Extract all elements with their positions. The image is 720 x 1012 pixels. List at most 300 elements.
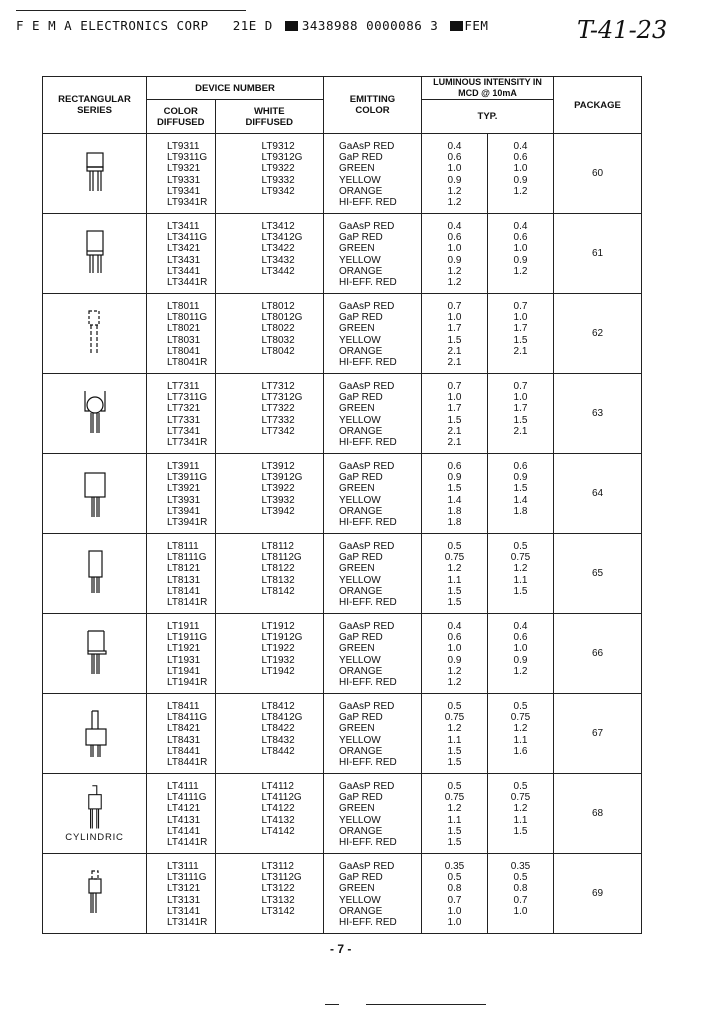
- led-spec-table: [42, 76, 642, 934]
- cell-line: 1.0: [447, 163, 462, 175]
- emitting-color-cell: [324, 774, 422, 854]
- cell-line: 1.7: [513, 323, 528, 335]
- color-diffused-cell: [147, 614, 216, 694]
- rect-led-block-icon: [74, 227, 116, 281]
- cell-line: 1.5: [513, 414, 528, 426]
- cell-line: GREEN: [339, 163, 375, 175]
- color-diffused-cell: [147, 134, 216, 214]
- cell-line: 1.4: [447, 494, 462, 506]
- cell-line: 0.7: [447, 381, 462, 392]
- handwritten-code: T-41-23: [577, 16, 668, 44]
- cell-line: GaP RED: [339, 472, 383, 484]
- package-drawing-cell: [43, 694, 147, 774]
- header-typ: TYP.: [422, 100, 554, 134]
- color-diffused-cell: [147, 534, 216, 614]
- cell-line: LT3142: [261, 905, 295, 917]
- cell-line: LT7341: [167, 425, 201, 437]
- cell-line: 1.5: [447, 414, 462, 426]
- package-number: 61: [554, 214, 642, 294]
- typ-intensity-cell: [422, 854, 488, 934]
- cell-line: YELLOW: [339, 174, 381, 186]
- scan-rule: [325, 1004, 339, 1005]
- cell-line: 1.0: [513, 312, 528, 324]
- cell-line: LT3412G: [261, 232, 303, 244]
- cell-line: LT8411G: [167, 712, 208, 724]
- typ-intensity-white-cell: [488, 534, 554, 614]
- cell-line: LT7321: [167, 403, 201, 415]
- cell-line: 1.0: [447, 905, 462, 917]
- cell-line: 1.0: [513, 243, 528, 255]
- white-diffused-cell: [215, 774, 324, 854]
- cell-line: YELLOW: [339, 414, 381, 426]
- cell-line: GaP RED: [339, 792, 383, 804]
- cell-line: 0.8: [447, 883, 462, 895]
- cell-line: LT8041R: [167, 356, 208, 368]
- typ-intensity-white-cell: [488, 854, 554, 934]
- cell-line: LT7341R: [167, 436, 208, 448]
- cell-line: 0.5: [447, 541, 462, 552]
- cell-line: LT8141R: [167, 596, 208, 608]
- color-diffused-cell: [147, 854, 216, 934]
- cell-line: YELLOW: [339, 254, 381, 266]
- cell-line: LT3912: [261, 461, 295, 472]
- cell-line: LT9311: [167, 141, 200, 152]
- cell-line: HI-EFF. RED: [339, 676, 397, 688]
- cell-line: 1.5: [447, 585, 462, 597]
- page-header: [16, 18, 488, 33]
- cell-line: 1.0: [513, 643, 528, 655]
- cell-line: LT3431: [167, 254, 201, 266]
- package-number: 60: [554, 134, 642, 214]
- cell-line: LT7331: [167, 414, 201, 426]
- cell-line: 0.6: [513, 632, 528, 644]
- cell-line: GREEN: [339, 723, 375, 735]
- black-block-mark: [285, 21, 298, 31]
- cell-line: 0.6: [447, 152, 462, 164]
- cylindric-label: CYLINDRIC: [65, 832, 124, 843]
- cell-line: LT1912: [261, 621, 295, 632]
- cell-line: 1.0: [447, 312, 462, 324]
- cell-line: HI-EFF. RED: [339, 516, 397, 528]
- cell-line: 1.2: [513, 665, 528, 677]
- cell-line: LT7322: [261, 403, 295, 415]
- cell-line: LT3432: [261, 254, 295, 266]
- cell-line: YELLOW: [339, 894, 381, 906]
- cell-line: 1.1: [447, 734, 462, 746]
- cell-line: 1.0: [513, 392, 528, 404]
- cell-line: LT1942: [261, 665, 295, 677]
- header-series: RECTANGULAR SERIES: [43, 77, 147, 134]
- series-row: [43, 854, 642, 934]
- rect-led-tab-icon: [74, 147, 116, 201]
- cell-line: LT1912G: [261, 632, 303, 644]
- cell-line: 0.7: [447, 894, 462, 906]
- typ-intensity-cell: [422, 294, 488, 374]
- package-drawing-cell: [43, 614, 147, 694]
- cyl-led-icon: [74, 784, 116, 832]
- cell-line: 1.2: [447, 723, 462, 735]
- cell-line: LT4112: [261, 781, 294, 792]
- cell-line: LT4142: [261, 825, 295, 837]
- cell-line: YELLOW: [339, 494, 381, 506]
- header-code-2: 3438988 0000086 3: [301, 18, 439, 33]
- cell-line: HI-EFF. RED: [339, 356, 397, 368]
- series-row: [43, 534, 642, 614]
- package-drawing-cell: [43, 294, 147, 374]
- cell-line: 1.8: [447, 505, 462, 517]
- cell-line: LT8121: [167, 563, 201, 575]
- cell-line: LT4131: [167, 814, 201, 826]
- cell-line: LT8022: [261, 323, 295, 335]
- cell-line: 1.2: [447, 803, 462, 815]
- cell-line: LT1932: [261, 654, 295, 666]
- cell-line: HI-EFF. RED: [339, 836, 397, 848]
- cell-line: 0.75: [510, 552, 531, 564]
- scan-rule: [366, 1004, 486, 1005]
- cell-line: LT3421: [167, 243, 201, 255]
- cell-line: LT7311: [167, 381, 200, 392]
- header-color-diffused: COLOR DIFFUSED: [147, 100, 216, 134]
- typ-intensity-cell: [422, 614, 488, 694]
- cell-line: LT3911G: [167, 472, 208, 484]
- cell-line: 0.75: [510, 792, 531, 804]
- emitting-color-cell: [324, 534, 422, 614]
- cyl-led-small-icon: [74, 867, 116, 921]
- cell-line: LT9331: [167, 174, 201, 186]
- cell-line: LT1921: [167, 643, 201, 655]
- cell-line: LT8412: [261, 701, 295, 712]
- cell-line: GREEN: [339, 803, 375, 815]
- rect-led-slim-icon: [74, 307, 116, 361]
- cell-line: 0.4: [447, 141, 462, 152]
- cell-line: LT8141: [167, 585, 201, 597]
- cell-line: LT3931: [167, 494, 201, 506]
- cell-line: LT8122: [261, 563, 295, 575]
- cell-line: 0.6: [513, 232, 528, 244]
- cell-line: LT8431: [167, 734, 201, 746]
- cell-line: ORANGE: [339, 345, 383, 357]
- cell-line: LT9322: [261, 163, 295, 175]
- cell-line: GaAsP RED: [339, 701, 395, 712]
- cell-line: LT3131: [167, 894, 201, 906]
- cell-line: 0.35: [510, 861, 531, 872]
- color-diffused-cell: [147, 454, 216, 534]
- cell-line: LT3141R: [167, 916, 208, 928]
- cell-line: LT4111: [167, 781, 199, 792]
- cell-line: 1.5: [447, 596, 462, 608]
- cell-line: 0.75: [510, 712, 531, 724]
- header-device-number: DEVICE NUMBER: [147, 77, 324, 100]
- emitting-color-cell: [324, 214, 422, 294]
- cell-line: LT4141: [167, 825, 201, 837]
- cell-line: 1.2: [513, 185, 528, 197]
- cyl-led-wide-base-icon: [74, 707, 116, 761]
- cell-line: 0.4: [513, 141, 528, 152]
- cell-line: 2.1: [513, 425, 528, 437]
- cell-line: HI-EFF. RED: [339, 196, 397, 208]
- cell-line: YELLOW: [339, 814, 381, 826]
- package-drawing-cell: [43, 774, 147, 854]
- cell-line: LT8111G: [167, 552, 207, 564]
- rect-led-tall-icon: [74, 547, 116, 601]
- cell-line: 0.6: [447, 232, 462, 244]
- cell-line: LT8411: [167, 701, 200, 712]
- typ-intensity-white-cell: [488, 134, 554, 214]
- cell-line: GREEN: [339, 403, 375, 415]
- cell-line: LT9341: [167, 185, 201, 197]
- series-row: [43, 694, 642, 774]
- cell-line: LT4122: [261, 803, 295, 815]
- cell-line: LT7311G: [167, 392, 208, 404]
- cell-line: LT8021: [167, 323, 201, 335]
- cell-line: LT3912G: [261, 472, 303, 484]
- cell-line: 0.4: [447, 221, 462, 232]
- white-diffused-cell: [215, 614, 324, 694]
- package-number: 68: [554, 774, 642, 854]
- series-row: [43, 134, 642, 214]
- cell-line: GREEN: [339, 323, 375, 335]
- scan-rule: [16, 10, 246, 11]
- cell-line: LT3112: [261, 861, 294, 872]
- cell-line: 2.1: [447, 436, 462, 448]
- cell-line: LT8011G: [167, 312, 208, 324]
- cell-line: GREEN: [339, 243, 375, 255]
- cell-line: LT7342: [261, 425, 295, 437]
- cell-line: LT8432: [261, 734, 295, 746]
- cell-line: LT8112: [261, 541, 294, 552]
- cell-line: 0.4: [513, 221, 528, 232]
- cell-line: 1.5: [447, 825, 462, 837]
- cell-line: LT3422: [261, 243, 295, 255]
- white-diffused-cell: [215, 214, 324, 294]
- cell-line: 1.1: [513, 734, 528, 746]
- cell-line: LT3411: [167, 221, 200, 232]
- header-code-3: FEM: [464, 18, 489, 33]
- cell-line: YELLOW: [339, 334, 381, 346]
- cell-line: LT1941R: [167, 676, 208, 688]
- cell-line: 1.2: [447, 563, 462, 575]
- cell-line: 2.1: [447, 425, 462, 437]
- cell-line: 0.9: [447, 254, 462, 266]
- cell-line: 1.8: [447, 516, 462, 528]
- white-diffused-cell: [215, 694, 324, 774]
- cell-line: LT4111G: [167, 792, 207, 804]
- cell-line: LT8042: [261, 345, 295, 357]
- cell-line: HI-EFF. RED: [339, 276, 397, 288]
- cell-line: LT9341R: [167, 196, 208, 208]
- cell-line: GaAsP RED: [339, 461, 395, 472]
- cell-line: LT8112G: [261, 552, 302, 564]
- cell-line: 0.9: [513, 254, 528, 266]
- cell-line: LT8412G: [261, 712, 303, 724]
- package-drawing-cell: [43, 854, 147, 934]
- cell-line: LT8012G: [261, 312, 303, 324]
- cell-line: ORANGE: [339, 265, 383, 277]
- header-luminous-intensity: LUMINOUS INTENSITY IN MCD @ 10mA: [422, 77, 554, 100]
- white-diffused-cell: [215, 534, 324, 614]
- cell-line: 1.1: [447, 574, 462, 586]
- cell-line: LT3932: [261, 494, 295, 506]
- package-number: 63: [554, 374, 642, 454]
- cell-line: LT4112G: [261, 792, 302, 804]
- cell-line: LT3121: [167, 883, 201, 895]
- cell-line: LT8441R: [167, 756, 208, 768]
- cell-line: LT9342: [261, 185, 295, 197]
- cell-line: 0.7: [447, 301, 462, 312]
- cell-line: LT3112G: [261, 872, 302, 884]
- cell-line: LT3922: [261, 483, 295, 495]
- typ-intensity-white-cell: [488, 694, 554, 774]
- emitting-color-cell: [324, 294, 422, 374]
- rect-led-wide-icon: [74, 467, 116, 521]
- cell-line: GaP RED: [339, 392, 383, 404]
- cell-line: 1.0: [513, 163, 528, 175]
- cell-line: GREEN: [339, 483, 375, 495]
- company-name: F E M A ELECTRONICS CORP: [16, 18, 209, 33]
- cell-line: GaP RED: [339, 712, 383, 724]
- color-diffused-cell: [147, 374, 216, 454]
- cell-line: 1.2: [447, 665, 462, 677]
- cell-line: ORANGE: [339, 745, 383, 757]
- cell-line: LT1911: [167, 621, 200, 632]
- cell-line: 0.9: [447, 174, 462, 186]
- cell-line: LT3921: [167, 483, 201, 495]
- series-row: [43, 294, 642, 374]
- cell-line: 1.2: [513, 563, 528, 575]
- cell-line: LT8131: [167, 574, 201, 586]
- cell-line: LT8442: [261, 745, 295, 757]
- cell-line: 1.5: [513, 585, 528, 597]
- cell-line: 0.8: [513, 883, 528, 895]
- cell-line: LT3411G: [167, 232, 208, 244]
- typ-intensity-cell: [422, 134, 488, 214]
- cell-line: HI-EFF. RED: [339, 916, 397, 928]
- cell-line: LT8142: [261, 585, 295, 597]
- cell-line: 1.5: [447, 483, 462, 495]
- cell-line: 0.75: [444, 712, 465, 724]
- cell-line: LT3111: [167, 861, 199, 872]
- cell-line: LT3911: [167, 461, 200, 472]
- cell-line: YELLOW: [339, 734, 381, 746]
- white-diffused-cell: [215, 374, 324, 454]
- cell-line: LT3141: [167, 905, 201, 917]
- emitting-color-cell: [324, 134, 422, 214]
- cell-line: LT3441: [167, 265, 201, 277]
- cell-line: 0.5: [447, 872, 462, 884]
- cell-line: LT4121: [167, 803, 201, 815]
- cell-line: 0.7: [513, 894, 528, 906]
- cell-line: GaP RED: [339, 552, 383, 564]
- cell-line: 1.5: [447, 756, 462, 768]
- white-diffused-cell: [215, 454, 324, 534]
- white-diffused-cell: [215, 294, 324, 374]
- cell-line: 1.2: [447, 276, 462, 288]
- header-white-diffused: WHITE DIFFUSED: [215, 100, 324, 134]
- typ-intensity-white-cell: [488, 454, 554, 534]
- cell-line: 1.5: [513, 334, 528, 346]
- package-drawing-cell: [43, 534, 147, 614]
- cell-line: YELLOW: [339, 654, 381, 666]
- cell-line: 1.1: [513, 814, 528, 826]
- cell-line: LT8032: [261, 334, 295, 346]
- package-drawing-cell: [43, 134, 147, 214]
- cell-line: LT1931: [167, 654, 201, 666]
- cell-line: HI-EFF. RED: [339, 756, 397, 768]
- cell-line: GREEN: [339, 883, 375, 895]
- cell-line: GaAsP RED: [339, 781, 395, 792]
- cell-line: 0.75: [444, 552, 465, 564]
- cell-line: 0.7: [513, 301, 528, 312]
- series-row: [43, 774, 642, 854]
- cell-line: ORANGE: [339, 825, 383, 837]
- cell-line: LT3941R: [167, 516, 208, 528]
- emitting-color-cell: [324, 694, 422, 774]
- cell-line: LT7312: [261, 381, 295, 392]
- package-drawing-cell: [43, 374, 147, 454]
- cell-line: 1.7: [447, 403, 462, 415]
- cell-line: 0.5: [513, 541, 528, 552]
- cell-line: 0.7: [513, 381, 528, 392]
- cell-line: GaP RED: [339, 872, 383, 884]
- cell-line: ORANGE: [339, 905, 383, 917]
- cell-line: LT8012: [261, 301, 295, 312]
- cell-line: 0.6: [447, 632, 462, 644]
- cell-line: GaAsP RED: [339, 301, 395, 312]
- header-code-1: 21E D: [232, 18, 273, 33]
- package-number: 62: [554, 294, 642, 374]
- cell-line: LT9332: [261, 174, 295, 186]
- emitting-color-cell: [324, 374, 422, 454]
- cell-line: 1.2: [513, 723, 528, 735]
- cell-line: LT3941: [167, 505, 201, 517]
- cell-line: 1.6: [513, 745, 528, 757]
- cell-line: 1.5: [513, 825, 528, 837]
- typ-intensity-white-cell: [488, 774, 554, 854]
- color-diffused-cell: [147, 694, 216, 774]
- series-row: [43, 614, 642, 694]
- cell-line: 0.9: [513, 654, 528, 666]
- cell-line: 2.1: [447, 356, 462, 368]
- cell-line: 1.0: [513, 905, 528, 917]
- emitting-color-cell: [324, 454, 422, 534]
- cell-line: 1.4: [513, 494, 528, 506]
- cell-line: 1.5: [447, 334, 462, 346]
- cell-line: GaAsP RED: [339, 861, 395, 872]
- cell-line: LT1922: [261, 643, 295, 655]
- cell-line: LT4132: [261, 814, 295, 826]
- cell-line: 1.5: [447, 836, 462, 848]
- cell-line: LT9312G: [261, 152, 303, 164]
- package-number: 65: [554, 534, 642, 614]
- cell-line: LT8421: [167, 723, 201, 735]
- cell-line: LT9321: [167, 163, 201, 175]
- cell-line: GaAsP RED: [339, 541, 395, 552]
- cell-line: 0.5: [513, 872, 528, 884]
- cell-line: ORANGE: [339, 505, 383, 517]
- cell-line: 1.2: [447, 265, 462, 277]
- white-diffused-cell: [215, 134, 324, 214]
- cell-line: 0.9: [447, 654, 462, 666]
- emitting-color-cell: [324, 614, 422, 694]
- cell-line: 0.9: [513, 472, 528, 484]
- cell-line: 0.6: [513, 152, 528, 164]
- cell-line: LT8441: [167, 745, 201, 757]
- typ-intensity-cell: [422, 214, 488, 294]
- cell-line: LT3132: [261, 894, 295, 906]
- typ-intensity-cell: [422, 534, 488, 614]
- header-emitting-color: EMITTING COLOR: [324, 77, 422, 134]
- cell-line: LT9311G: [167, 152, 208, 164]
